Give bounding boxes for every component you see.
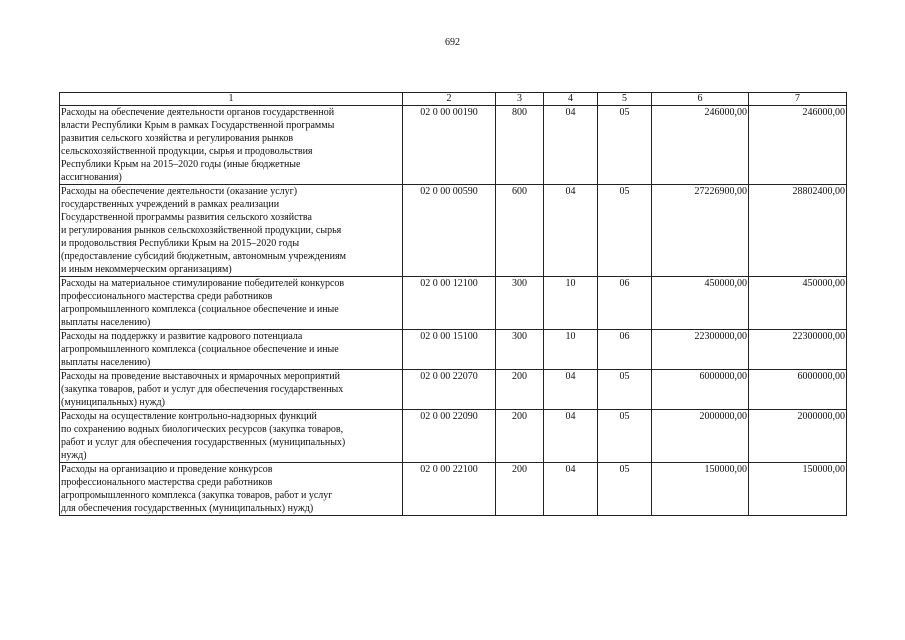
section: 04	[544, 463, 598, 516]
expense-description	[60, 370, 403, 410]
description-line: Расходы на материальное стимулирование победителей конкурсов	[61, 278, 345, 289]
amount-year-2: 22300000,00	[749, 330, 847, 370]
description-line: агропромышленного комплекса (закупка товаров, работ и услуг	[61, 490, 333, 501]
description-line: и иным некоммерческим организациям)	[61, 264, 232, 275]
description-line: (предоставление субсидий бюджетным, автономным учреждениям	[61, 251, 346, 262]
description-line: ассигнования)	[61, 172, 122, 183]
budget-code: 02 0 00 00190	[403, 106, 496, 185]
amount-year-2: 150000,00	[749, 463, 847, 516]
subsection: 05	[598, 370, 652, 410]
amount-year-1: 450000,00	[652, 277, 749, 330]
amount-year-2: 450000,00	[749, 277, 847, 330]
column-header: 3	[496, 93, 544, 106]
amount-year-1: 6000000,00	[652, 370, 749, 410]
budget-code: 02 0 00 22090	[403, 410, 496, 463]
description-line: Расходы на поддержку и развитие кадрового потенциала	[61, 331, 303, 342]
description-line: для обеспечения государственных (муниципальных) нужд)	[61, 503, 314, 514]
description-line: агропромышленного комплекса (социальное обеспечение и иные	[61, 304, 339, 315]
subsection: 05	[598, 185, 652, 277]
expense-type: 600	[496, 185, 544, 277]
description-line: Расходы на осуществление контрольно-надзорных функций	[61, 411, 317, 422]
subsection: 06	[598, 330, 652, 370]
page-number: 692	[445, 37, 460, 48]
budget-code: 02 0 00 15100	[403, 330, 496, 370]
expense-description	[60, 277, 403, 330]
description-line: профессионального мастерства среди работников	[61, 291, 273, 302]
budget-table	[59, 92, 847, 516]
description-line: сельскохозяйственной продукции, сырья и продовольствия	[61, 146, 313, 157]
description-line: выплаты населению)	[61, 317, 151, 328]
description-line: развития сельского хозяйства и регулирования рынков	[61, 133, 294, 144]
amount-year-1: 22300000,00	[652, 330, 749, 370]
amount-year-2: 6000000,00	[749, 370, 847, 410]
description-line: (муниципальных) нужд)	[61, 397, 165, 408]
description-line: нужд)	[61, 450, 87, 461]
expense-type: 200	[496, 463, 544, 516]
section: 04	[544, 185, 598, 277]
description-line: работ и услуг для обеспечения государственных (муниципальных)	[61, 437, 346, 448]
expense-description	[60, 463, 403, 516]
description-line: профессионального мастерства среди работников	[61, 477, 273, 488]
expense-type: 300	[496, 330, 544, 370]
description-line: Расходы на обеспечение деятельности органов государственной	[61, 107, 335, 118]
subsection: 05	[598, 106, 652, 185]
description-line: Республики Крым на 2015–2020 годы (иные бюджетные	[61, 159, 301, 170]
expense-type: 800	[496, 106, 544, 185]
column-header: 1	[60, 93, 403, 106]
description-line: Расходы на проведение выставочных и ярмарочных мероприятий	[61, 371, 341, 382]
table-row	[60, 185, 847, 277]
amount-year-2: 2000000,00	[749, 410, 847, 463]
budget-code: 02 0 00 00590	[403, 185, 496, 277]
table-row	[60, 277, 847, 330]
subsection: 06	[598, 277, 652, 330]
expense-description	[60, 106, 403, 185]
amount-year-1: 2000000,00	[652, 410, 749, 463]
subsection: 05	[598, 410, 652, 463]
amount-year-1: 246000,00	[652, 106, 749, 185]
amount-year-2: 28802400,00	[749, 185, 847, 277]
column-header: 6	[652, 93, 749, 106]
description-line: Расходы на организацию и проведение конкурсов	[61, 464, 273, 475]
column-header: 7	[749, 93, 847, 106]
expense-type: 200	[496, 370, 544, 410]
expense-type: 300	[496, 277, 544, 330]
description-line: агропромышленного комплекса (социальное обеспечение и иные	[61, 344, 339, 355]
subsection: 05	[598, 463, 652, 516]
description-line: выплаты населению)	[61, 357, 151, 368]
description-line: власти Республики Крым в рамках Государственной программы	[61, 120, 335, 131]
column-header: 5	[598, 93, 652, 106]
section: 04	[544, 410, 598, 463]
expense-description	[60, 185, 403, 277]
column-header: 2	[403, 93, 496, 106]
expense-description	[60, 410, 403, 463]
column-header: 4	[544, 93, 598, 106]
table-row	[60, 106, 847, 185]
description-line: по сохранению водных биологических ресурсов (закупка товаров,	[61, 424, 344, 435]
table-row	[60, 410, 847, 463]
table-row	[60, 330, 847, 370]
description-line: и продовольствия Республики Крым на 2015–2020 годы	[61, 238, 300, 249]
amount-year-1: 150000,00	[652, 463, 749, 516]
section: 04	[544, 370, 598, 410]
description-line: Расходы на обеспечение деятельности (оказание услуг)	[61, 186, 298, 197]
section: 10	[544, 330, 598, 370]
budget-code: 02 0 00 22070	[403, 370, 496, 410]
expense-type: 200	[496, 410, 544, 463]
section: 10	[544, 277, 598, 330]
amount-year-1: 27226900,00	[652, 185, 749, 277]
budget-code: 02 0 00 22100	[403, 463, 496, 516]
table-row	[60, 370, 847, 410]
expense-description	[60, 330, 403, 370]
description-line: Государственной программы развития сельского хозяйства	[61, 212, 312, 223]
description-line: и регулирования рынков сельскохозяйственной продукции, сырья	[61, 225, 342, 236]
description-line: государственных учреждений в рамках реализации	[61, 199, 280, 210]
description-line: (закупка товаров, работ и услуг для обеспечения государственных	[61, 384, 344, 395]
table-row	[60, 463, 847, 516]
budget-code: 02 0 00 12100	[403, 277, 496, 330]
section: 04	[544, 106, 598, 185]
column-header-row	[60, 93, 847, 106]
amount-year-2: 246000,00	[749, 106, 847, 185]
